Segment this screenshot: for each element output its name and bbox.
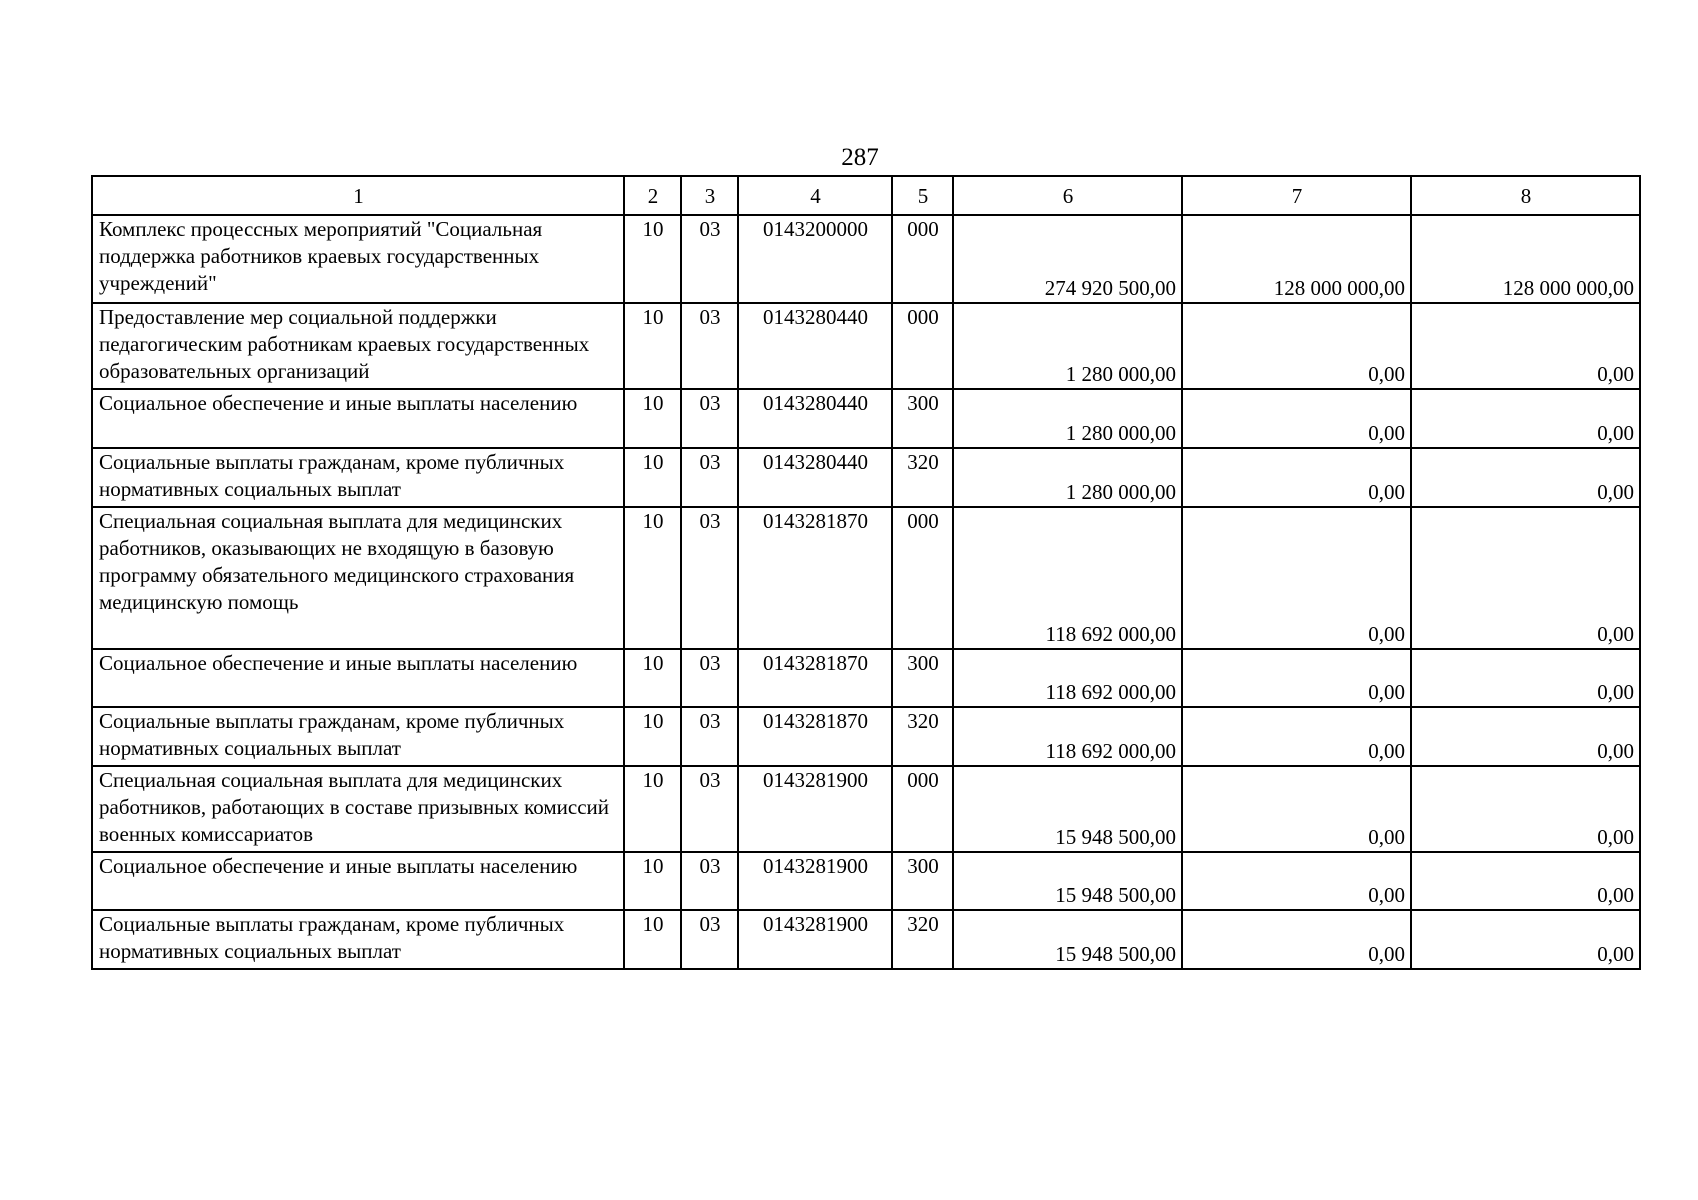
- amount-col8-cell: 0,00: [1411, 707, 1640, 766]
- expense-type-cell: 000: [892, 215, 953, 303]
- amount-col8-cell: 0,00: [1411, 303, 1640, 389]
- subsection-cell: 03: [681, 448, 738, 507]
- row-name-cell: Предоставление мер социальной поддержки педагогическим работникам краевых государственных образовательных организаций: [92, 303, 624, 389]
- row-name-cell: Социальные выплаты гражданам, кроме публичных нормативных социальных выплат: [92, 910, 624, 969]
- table-row: [92, 852, 1640, 910]
- target-article-cell: 0143281870: [738, 507, 892, 649]
- subsection-cell: 03: [681, 303, 738, 389]
- amount-col8-cell: 0,00: [1411, 910, 1640, 969]
- amount-col8-cell: 0,00: [1411, 766, 1640, 852]
- subsection-cell: 03: [681, 766, 738, 852]
- section-cell: 10: [624, 910, 681, 969]
- amount-col6-cell: 274 920 500,00: [953, 215, 1182, 303]
- amount-col8-cell: 0,00: [1411, 649, 1640, 707]
- expense-type-cell: 000: [892, 507, 953, 649]
- target-article-cell: 0143281900: [738, 852, 892, 910]
- section-cell: 10: [624, 215, 681, 303]
- amount-col6-cell: 15 948 500,00: [953, 910, 1182, 969]
- section-cell: 10: [624, 389, 681, 448]
- row-name-cell: Специальная социальная выплата для медицинских работников, оказывающих не входящую в базовую программу обязательного медицинского страхования медицинскую помощь: [92, 507, 624, 649]
- subsection-cell: 03: [681, 707, 738, 766]
- column-header: 2: [624, 176, 681, 215]
- row-name-cell: Специальная социальная выплата для медицинских работников, работающих в составе призывных комиссий военных комиссариатов: [92, 766, 624, 852]
- amount-col8-cell: 0,00: [1411, 389, 1640, 448]
- column-header: 7: [1182, 176, 1411, 215]
- amount-col6-cell: 118 692 000,00: [953, 649, 1182, 707]
- section-cell: 10: [624, 852, 681, 910]
- target-article-cell: 0143281870: [738, 649, 892, 707]
- target-article-cell: 0143281870: [738, 707, 892, 766]
- table-row: [92, 910, 1640, 969]
- amount-col6-cell: 118 692 000,00: [953, 507, 1182, 649]
- amount-col8-cell: 128 000 000,00: [1411, 215, 1640, 303]
- amount-col6-cell: 1 280 000,00: [953, 389, 1182, 448]
- section-cell: 10: [624, 303, 681, 389]
- table-row: [92, 766, 1640, 852]
- column-header: 4: [738, 176, 892, 215]
- subsection-cell: 03: [681, 215, 738, 303]
- amount-col8-cell: 0,00: [1411, 448, 1640, 507]
- amount-col7-cell: 0,00: [1182, 852, 1411, 910]
- budget-table: [91, 175, 1641, 970]
- table-row: [92, 215, 1640, 303]
- subsection-cell: 03: [681, 389, 738, 448]
- expense-type-cell: 320: [892, 707, 953, 766]
- section-cell: 10: [624, 507, 681, 649]
- expense-type-cell: 300: [892, 649, 953, 707]
- table-row: [92, 303, 1640, 389]
- amount-col7-cell: 0,00: [1182, 766, 1411, 852]
- row-name-cell: Комплекс процессных мероприятий "Социальная поддержка работников краевых государственных учреждений": [92, 215, 624, 303]
- subsection-cell: 03: [681, 852, 738, 910]
- table-row: [92, 389, 1640, 448]
- expense-type-cell: 320: [892, 448, 953, 507]
- target-article-cell: 0143200000: [738, 215, 892, 303]
- amount-col7-cell: 0,00: [1182, 389, 1411, 448]
- target-article-cell: 0143281900: [738, 910, 892, 969]
- subsection-cell: 03: [681, 910, 738, 969]
- amount-col6-cell: 1 280 000,00: [953, 448, 1182, 507]
- row-name-cell: Социальные выплаты гражданам, кроме публичных нормативных социальных выплат: [92, 707, 624, 766]
- expense-type-cell: 000: [892, 303, 953, 389]
- row-name-cell: Социальное обеспечение и иные выплаты населению: [92, 852, 624, 910]
- expense-type-cell: 300: [892, 852, 953, 910]
- amount-col7-cell: 0,00: [1182, 649, 1411, 707]
- column-header: 3: [681, 176, 738, 215]
- column-header: 5: [892, 176, 953, 215]
- expense-type-cell: 000: [892, 766, 953, 852]
- row-name-cell: Социальное обеспечение и иные выплаты населению: [92, 649, 624, 707]
- subsection-cell: 03: [681, 507, 738, 649]
- section-cell: 10: [624, 707, 681, 766]
- column-header: 8: [1411, 176, 1640, 215]
- target-article-cell: 0143280440: [738, 303, 892, 389]
- row-name-cell: Социальные выплаты гражданам, кроме публичных нормативных социальных выплат: [92, 448, 624, 507]
- section-cell: 10: [624, 448, 681, 507]
- column-header: 6: [953, 176, 1182, 215]
- amount-col7-cell: 0,00: [1182, 448, 1411, 507]
- section-cell: 10: [624, 766, 681, 852]
- target-article-cell: 0143280440: [738, 448, 892, 507]
- amount-col7-cell: 0,00: [1182, 303, 1411, 389]
- amount-col6-cell: 1 280 000,00: [953, 303, 1182, 389]
- amount-col7-cell: 0,00: [1182, 507, 1411, 649]
- amount-col6-cell: 15 948 500,00: [953, 852, 1182, 910]
- row-name-cell: Социальное обеспечение и иные выплаты населению: [92, 389, 624, 448]
- amount-col7-cell: 0,00: [1182, 707, 1411, 766]
- amount-col8-cell: 0,00: [1411, 852, 1640, 910]
- amount-col6-cell: 15 948 500,00: [953, 766, 1182, 852]
- expense-type-cell: 300: [892, 389, 953, 448]
- table-header-row: [92, 176, 1640, 215]
- amount-col8-cell: 0,00: [1411, 507, 1640, 649]
- amount-col7-cell: 128 000 000,00: [1182, 215, 1411, 303]
- column-header: 1: [92, 176, 624, 215]
- target-article-cell: 0143281900: [738, 766, 892, 852]
- amount-col7-cell: 0,00: [1182, 910, 1411, 969]
- page-number: 287: [841, 144, 879, 171]
- expense-type-cell: 320: [892, 910, 953, 969]
- table-row: [92, 649, 1640, 707]
- table-row: [92, 507, 1640, 649]
- amount-col6-cell: 118 692 000,00: [953, 707, 1182, 766]
- table-row: [92, 707, 1640, 766]
- target-article-cell: 0143280440: [738, 389, 892, 448]
- section-cell: 10: [624, 649, 681, 707]
- table-row: [92, 448, 1640, 507]
- subsection-cell: 03: [681, 649, 738, 707]
